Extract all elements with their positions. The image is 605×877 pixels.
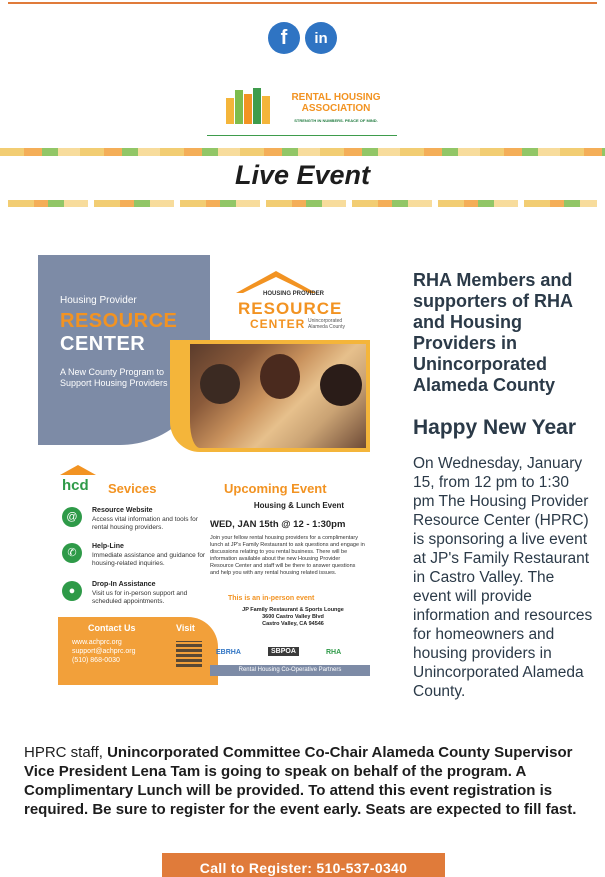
hprc-logo-hp: HOUSING PROVIDER [263, 291, 325, 297]
photo-person [260, 354, 300, 399]
decorative-band-bottom [8, 200, 597, 207]
speaker-details: Unincorporated Committee Co-Chair Alameda County Supervisor Vice President Lena Tam is going to speak on behalf of the program. A Complimentary Lunch will be provided. To attend this event registration is required. Be sure to register for the event early. Seats are expected to fill fast. [24, 744, 577, 818]
service-desc: Visit us for in-person support and scheduled appointments. [92, 590, 188, 605]
top-divider [8, 2, 597, 4]
flyer-hp-label: Housing Provider [60, 295, 137, 306]
facebook-icon[interactable]: f [268, 22, 300, 54]
venue-address-2: Castro Valley, CA 94546 [262, 621, 324, 627]
person-icon: ● [62, 581, 82, 601]
contact-phone: (510) 868-0030 [72, 657, 120, 664]
hprc-logo-uninc: Unincorporated Alameda County [308, 318, 345, 330]
qr-code-icon [176, 641, 202, 667]
contact-email: support@achprc.org [72, 648, 136, 655]
speaker-lead: HPRC staff, [24, 744, 108, 761]
partner-sbpoa: SBPOA [268, 647, 299, 656]
call-to-register-button[interactable]: Call to Register: 510-537-0340 [162, 853, 445, 877]
partner-ebrha: EBRHA [216, 649, 241, 656]
event-body: Join your fellow rental housing providers for a complimentary lunch at JP's Family Restaurant to ask questions and engage in discussions relating to you rental business. There will be information available about the new Housing Provider Resource Center and staff will be there to answer questions and help you with any rental housing related issues. [210, 535, 365, 576]
contact-heading: Contact Us [88, 623, 136, 633]
logo-tagline: STRENGTH IN NUMBERS. PEACE OF MIND. [294, 118, 378, 123]
event-description: On Wednesday, January 15, from 12 pm to 1:30 pm The Housing Provider Resource Center (HPRC) is sponsoring a live event at JP's Family Restaurant in Castro Valley. The event will provide information and resources for homeowners and housing providers in Unincorporated Alameda County. [413, 455, 593, 700]
hcd-roof-icon [60, 465, 96, 475]
speaker-paragraph [24, 743, 584, 819]
flyer-photo [170, 340, 370, 452]
photo-person [200, 364, 240, 404]
event-when: WED, JAN 15th @ 12 - 1:30pm [210, 519, 346, 530]
hprc-logo-center: CENTER [250, 317, 306, 331]
hcd-text: hcd [62, 477, 89, 494]
partners-bar: Rental Housing Co-Operative Partners [210, 665, 370, 676]
event-title: Live Event [234, 160, 371, 190]
venue-name: JP Family Restaurant & Sports Lounge [242, 607, 344, 613]
audience-heading: RHA Members and supporters of RHA and Housing Providers in Unincorporated Alameda County [413, 270, 573, 395]
flyer-center: CENTER [60, 333, 146, 355]
venue-address-1: 3600 Castro Valley Blvd [262, 614, 324, 620]
contact-panel [58, 617, 218, 685]
service-desc: Access vital information and tools for rental housing providers. [92, 516, 198, 531]
services-heading: Sevices [108, 481, 157, 496]
decorative-band-top [0, 148, 605, 156]
logo-buildings-icon [226, 88, 276, 124]
at-icon: @ [62, 507, 82, 527]
event-name: Housing & Lunch Event [253, 501, 345, 510]
upcoming-heading: Upcoming Event [224, 481, 327, 496]
service-desc: Immediate assistance and guidance for housing-related inquiries. [92, 552, 206, 567]
venue [228, 607, 358, 628]
logo-divider [207, 135, 397, 136]
partner-rha: RHA [326, 649, 342, 656]
contact-website: www.achprc.org [72, 639, 122, 646]
event-flyer-image [38, 255, 375, 687]
happy-new-year-heading: Happy New Year [413, 416, 577, 439]
service-title: Help-Line [92, 543, 124, 550]
hcd-logo [58, 465, 98, 499]
visit-heading: Visit [176, 623, 195, 633]
photo-person [320, 364, 362, 406]
flyer-intro: A New County Program to Support Housing Providers [60, 367, 168, 388]
social-links [0, 22, 605, 54]
phone-icon: ✆ [62, 543, 82, 563]
rha-logo[interactable] [226, 86, 386, 128]
logo-name: RENTAL HOUSING ASSOCIATION [291, 92, 381, 114]
service-title: Drop-In Assistance [92, 581, 156, 588]
linkedin-icon[interactable]: in [305, 22, 337, 54]
service-title: Resource Website [92, 507, 153, 514]
hprc-logo-resource: RESOURCE [238, 299, 343, 318]
flyer-resource: RESOURCE [60, 310, 178, 332]
in-person-note: This is an in-person event [228, 595, 315, 602]
event-summary [413, 270, 593, 701]
partner-logos [216, 643, 366, 663]
